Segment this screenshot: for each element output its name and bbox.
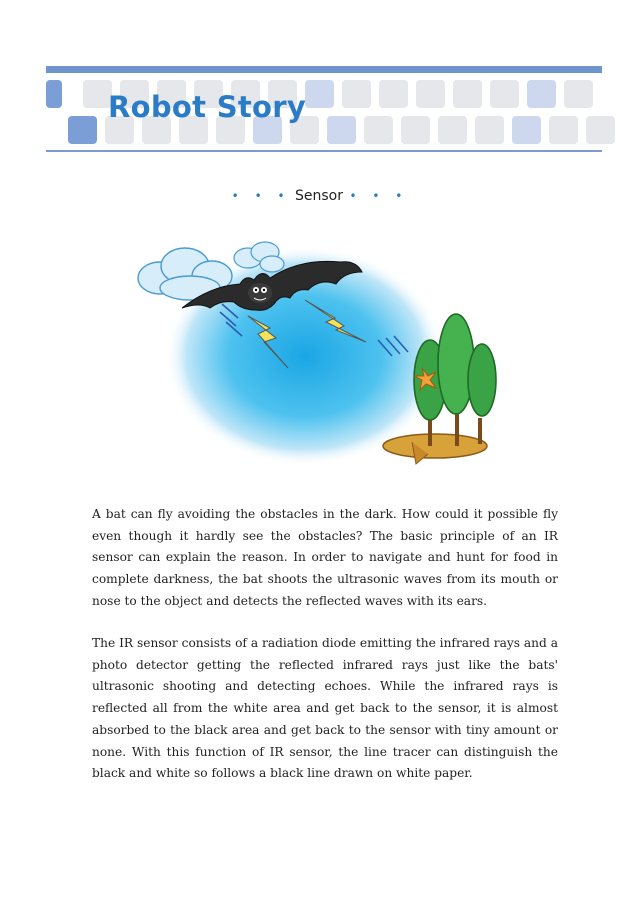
banner-tile (586, 116, 615, 144)
heading-dots-left: • • • (231, 189, 291, 203)
banner-tile (305, 80, 334, 108)
page-title: Robot Story (108, 90, 307, 124)
banner-tile (401, 116, 430, 144)
section-heading (0, 188, 640, 204)
heading-dots-right: • • • (349, 189, 409, 203)
banner-top-bar (46, 66, 602, 73)
banner-tile (416, 80, 445, 108)
banner-tile (475, 116, 504, 144)
section-heading-text: Sensor (295, 188, 343, 204)
banner-tile (549, 116, 578, 144)
header-banner (46, 66, 602, 154)
banner-tile (490, 80, 519, 108)
banner-tile (342, 80, 371, 108)
banner-tile (379, 80, 408, 108)
bat-sensor-illustration (130, 238, 510, 470)
banner-tile (453, 80, 482, 108)
banner-tile (527, 80, 556, 108)
body-paragraph-1: A bat can fly avoiding the obstacles in the dark. How could it possible fly even though it hardly see the obstacles? The basic principle of an IR sensor can explain the reason. In order to navigate and hunt for food in complete darkness, the bat shoots the ultrasonic waves from its mouth or nose to the object and detects the reflected waves with its ears. (92, 507, 558, 608)
banner-tile (512, 116, 541, 144)
banner-tile (438, 116, 467, 144)
banner-divider (46, 150, 602, 152)
banner-tile (46, 80, 62, 108)
banner-tile (68, 116, 97, 144)
body-paragraph-2: The IR sensor consists of a radiation diode emitting the infrared rays and a photo detector getting the reflected infrared rays just like the bats' ultrasonic shooting and detecting echoes. While the infrared rays is reflected all from the white area and get back to the sensor, it is almost absorbed to the black area and get back to the sensor with tiny amount or none. With this function of IR sensor, the line tracer can distinguish the black and white so follows a black line drawn on white paper. (92, 636, 558, 781)
banner-tile (327, 116, 356, 144)
banner-tile (564, 80, 593, 108)
banner-tile (364, 116, 393, 144)
